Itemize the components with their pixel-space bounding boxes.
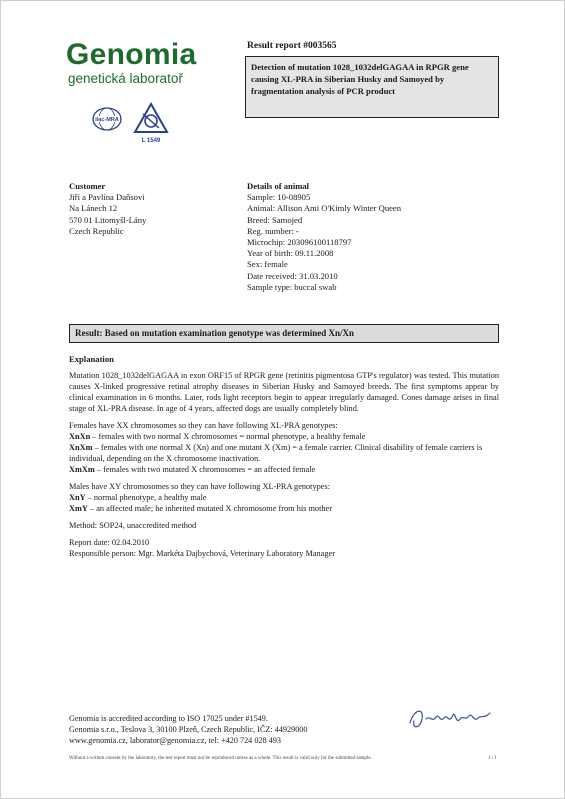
- explanation-paragraph: Mutation 1028_1032delGAGAA in exon ORF15 of RPGR gene (retinitis pigmentosa GTP's regulator) was tested. This mutation causes X-linked progressive retinal atrophy diseases in Siberian Husky and Samoyed breeds. The first symptoms appear by clinical examination in 6 months. Later, rods light receptors begin to appear irregularly damaged. Cones damage arises in final stage of XL-PRA disease. In age of 4 years, affected dogs are usually completely blind.: [69, 371, 499, 413]
- customer-street: Na Lánech 12: [69, 203, 118, 214]
- animal-sample-type: Sample type: buccal swab: [247, 281, 337, 292]
- footer-address: Genomia s.r.o., Teslova 3, 30100 Plzeň, Czech Republic, IČZ: 44929000: [69, 725, 308, 735]
- detection-title-box: [245, 56, 499, 118]
- method-line: Method: SOP24, unaccredited method: [69, 521, 197, 530]
- customer-name: Jiří a Pavlína Daňsovi: [69, 192, 145, 203]
- detection-title: Detection of mutation 1028_1032delGAGAA in RPGR gene causing XL-PRA in Siberian Husky and Samoyed by fragmentation analysis of PCR product: [251, 62, 469, 96]
- cia-accreditation-icon: [135, 104, 167, 132]
- result-box: [69, 324, 499, 343]
- legal-notice: Without a written consent by the laboratory, the test report must not be reproduced unless as a whole. This result is valid only for the submitted sample.: [69, 756, 372, 761]
- genotype-code: XnXn: [69, 432, 91, 441]
- badge-number: L 1549: [141, 138, 161, 144]
- report-number: Result report #003565: [247, 41, 337, 51]
- animal-sample: Sample: 10-08905: [247, 192, 311, 203]
- accreditation-badges: [91, 101, 181, 146]
- footer-block: [69, 713, 308, 747]
- customer-block: [69, 181, 146, 237]
- female-genotype-xmxm: [69, 464, 499, 475]
- animal-name: Animal: Allison Ami O'Kimly Winter Queen: [247, 203, 402, 214]
- explanation-heading: Explanation: [69, 354, 114, 364]
- genotype-desc: – normal phenotype, a healthy male: [85, 493, 207, 502]
- svg-text:ilac-MRA: ilac-MRA: [95, 117, 119, 123]
- genotype-desc: – females with two mutated X chromosomes = an affected female: [94, 465, 316, 474]
- customer-country: Czech Republic: [69, 225, 124, 236]
- males-intro: Males have XY chromosomes so they can have following XL-PRA genotypes:: [69, 482, 330, 491]
- genotype-code: XmY: [69, 504, 88, 513]
- animal-details-block: [247, 181, 401, 293]
- logo-subtitle: genetická laboratoř: [68, 71, 183, 86]
- result-text: Result: Based on mutation examination genotype was determined Xn/Xn: [75, 328, 355, 338]
- female-genotype-xnxn: [69, 431, 499, 442]
- logo-wordmark: Genomia: [66, 38, 197, 71]
- footer-accreditation: Genomia is accredited according to ISO 17025 under #1549.: [69, 714, 268, 723]
- genotype-desc: – an affected male; he inherited mutated X chromosome from his mother: [87, 504, 332, 513]
- genotype-desc: – females with one normal X (Xn) and one mutant X (Xm) = a female carrier. Clinical disability of female carriers is individual, depending on the X chromosome inactivation.: [69, 443, 483, 463]
- animal-date-received: Date received: 31.03.2010: [247, 270, 338, 281]
- signature: [406, 701, 496, 735]
- explanation-section: [69, 354, 499, 559]
- customer-city: 570 01 Litomyšl-Lány: [69, 214, 147, 225]
- report-date: Report date: 02.04.2010: [69, 538, 150, 547]
- animal-sex: Sex: female: [247, 259, 288, 270]
- animal-reg-number: Reg. number: -: [247, 225, 299, 236]
- male-genotype-xny: [69, 492, 499, 503]
- genotype-code: XnXm: [69, 443, 93, 452]
- animal-birth-year: Year of birth: 09.11.2008: [247, 248, 334, 259]
- female-genotype-xnxm: [69, 442, 499, 464]
- male-genotype-xmy: [69, 503, 499, 514]
- genotype-code: XmXm: [69, 465, 95, 474]
- animal-microchip: Microchip: 203096100118797: [247, 237, 352, 248]
- females-intro: Females have XX chromosomes so they can have following XL-PRA genotypes:: [69, 421, 338, 430]
- footer-contact: www.genomia.cz, laborator@genomia.cz, tel: +420 724 028 493: [69, 736, 281, 746]
- page-number: 1 / 1: [488, 756, 497, 761]
- animal-breed: Breed: Samojed: [247, 214, 303, 225]
- responsible-person: Responsible person: Mgr. Markéta Dajbychová, Veterinary Laboratory Manager: [69, 549, 335, 558]
- ilac-mra-icon: [93, 108, 121, 130]
- animal-label: Details of animal: [247, 181, 310, 191]
- genotype-code: XnY: [69, 493, 86, 502]
- customer-label: Customer: [69, 181, 106, 191]
- genotype-desc: – females with two normal X chromosomes = normal phenotype, a healthy female: [90, 432, 366, 441]
